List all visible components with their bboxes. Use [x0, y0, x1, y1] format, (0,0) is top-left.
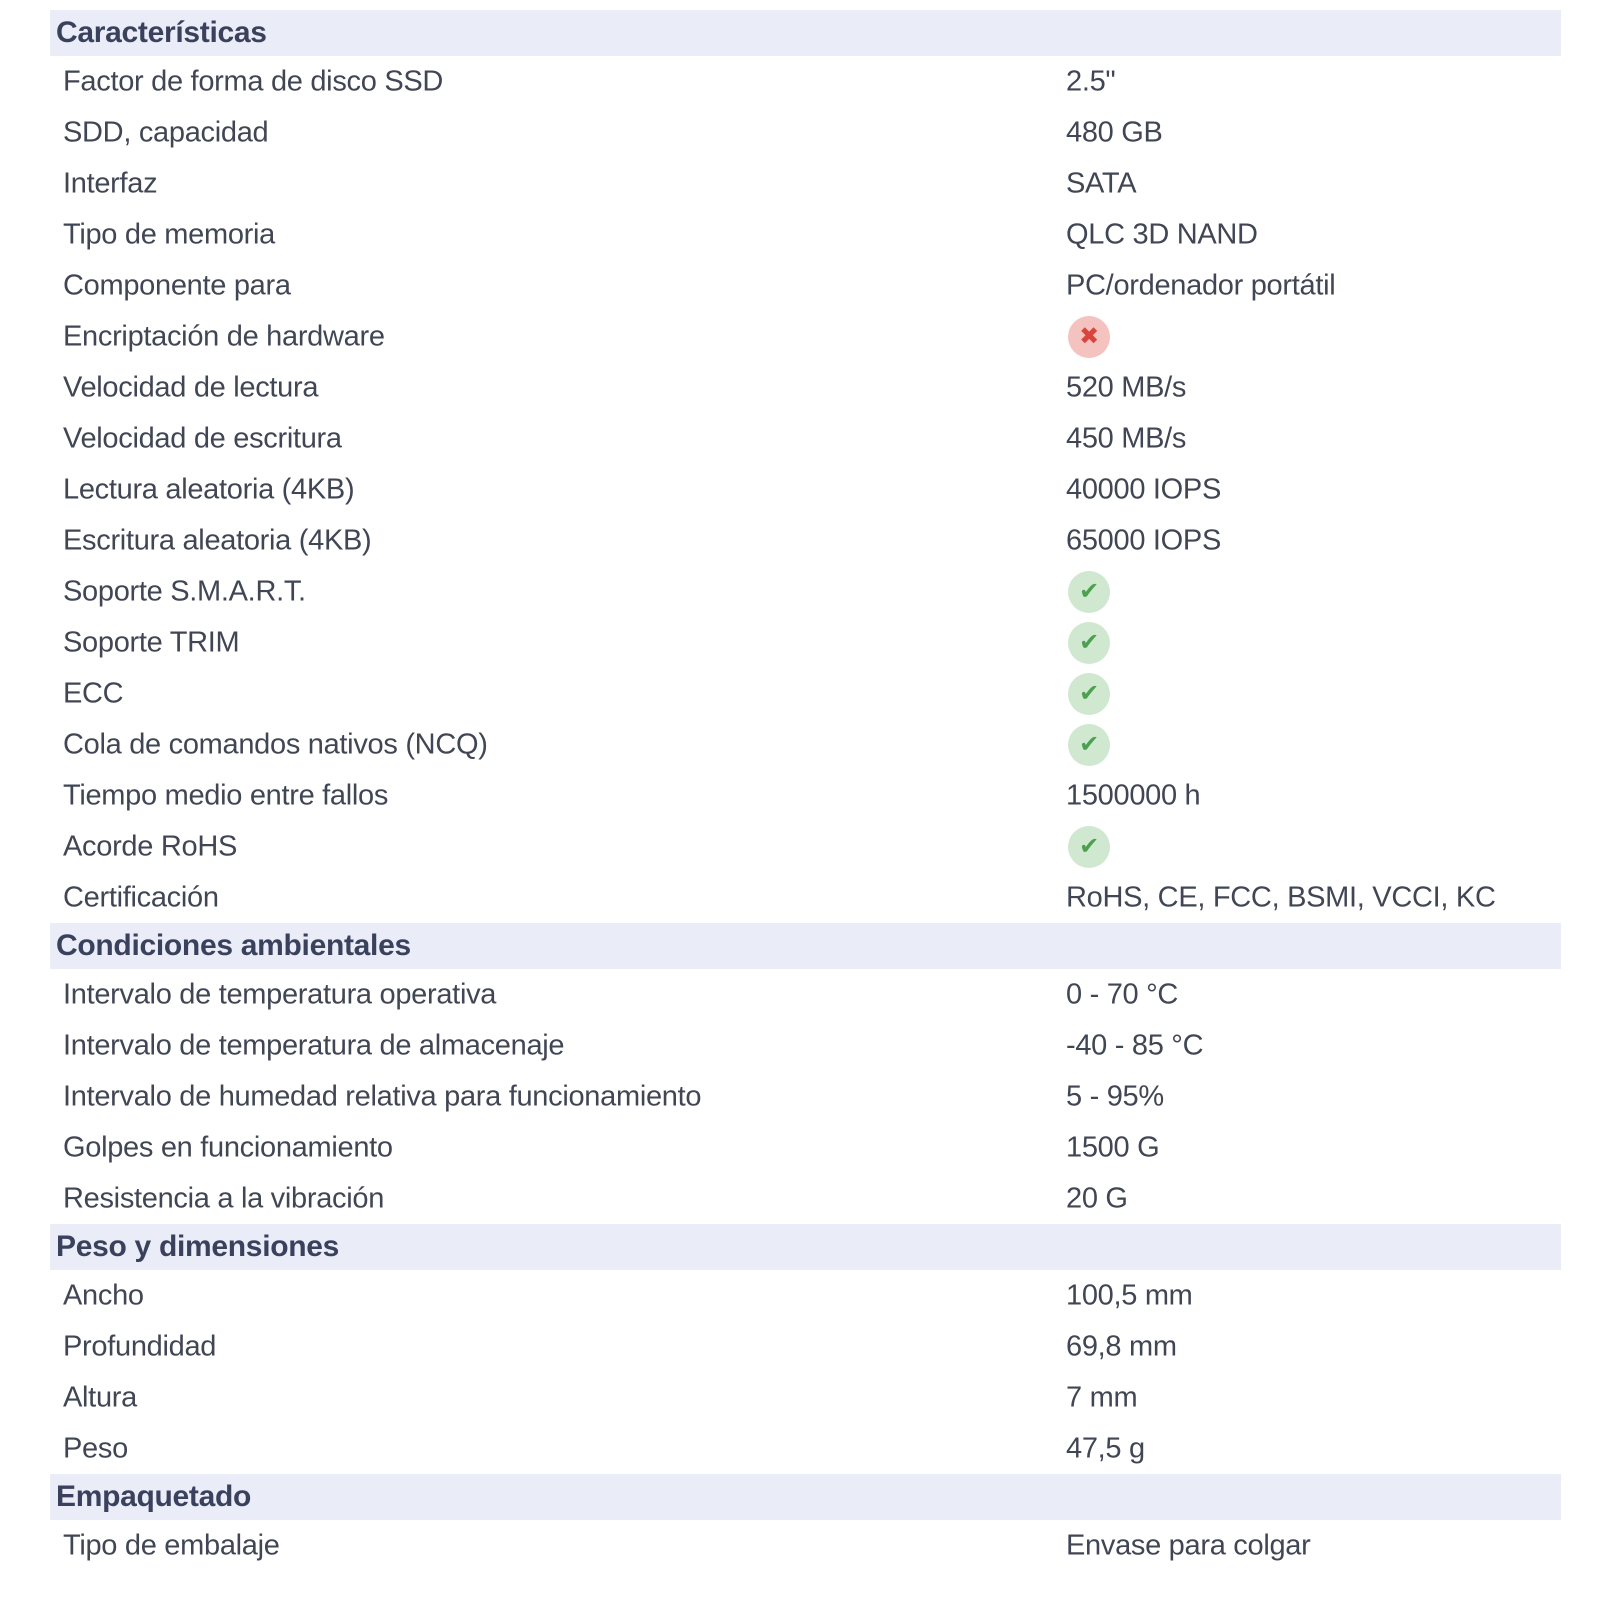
row-value: 69,8 mm — [1066, 1330, 1177, 1362]
row-label: Encriptación de hardware — [63, 320, 385, 352]
row-label: Velocidad de escritura — [63, 422, 342, 454]
row-label: Velocidad de lectura — [63, 371, 319, 403]
table-row — [50, 617, 1561, 668]
row-value: 40000 IOPS — [1066, 473, 1221, 505]
row-value — [1066, 724, 1110, 766]
row-value: 65000 IOPS — [1066, 524, 1221, 556]
row-value — [1066, 571, 1110, 613]
row-value: 0 - 70 °C — [1066, 978, 1179, 1010]
row-label: Altura — [63, 1381, 137, 1413]
row-label: Intervalo de temperatura de almacenaje — [63, 1029, 565, 1061]
row-value: 1500000 h — [1066, 779, 1201, 811]
row-label: Componente para — [63, 269, 291, 301]
table-row — [50, 719, 1561, 770]
table-row — [50, 1071, 1561, 1122]
table-row — [50, 1270, 1561, 1321]
row-label: Intervalo de temperatura operativa — [63, 978, 497, 1010]
table-row — [50, 56, 1561, 107]
table-row — [50, 464, 1561, 515]
table-row — [50, 209, 1561, 260]
row-value: SATA — [1066, 167, 1137, 199]
table-row — [50, 1520, 1561, 1571]
row-value: 7 mm — [1066, 1381, 1138, 1413]
section-header: Condiciones ambientales — [50, 923, 1561, 969]
table-row — [50, 1321, 1561, 1372]
row-value: 2.5" — [1066, 65, 1116, 97]
table-row — [50, 515, 1561, 566]
check-icon: ✔ — [1068, 724, 1110, 766]
row-value: 450 MB/s — [1066, 422, 1187, 454]
table-row — [50, 821, 1561, 872]
row-label: Soporte S.M.A.R.T. — [63, 575, 306, 607]
row-value — [1066, 316, 1110, 358]
row-label: Tiempo medio entre fallos — [63, 779, 389, 811]
table-row — [50, 969, 1561, 1020]
table-row — [50, 872, 1561, 923]
row-value — [1066, 826, 1110, 868]
row-label: Golpes en funcionamiento — [63, 1131, 393, 1163]
row-label: Resistencia a la vibración — [63, 1182, 385, 1214]
table-row — [50, 158, 1561, 209]
table-row — [50, 413, 1561, 464]
cross-icon: ✖ — [1068, 316, 1110, 358]
row-value: 480 GB — [1066, 116, 1163, 148]
table-row — [50, 668, 1561, 719]
row-value: 20 G — [1066, 1182, 1128, 1214]
row-value: QLC 3D NAND — [1066, 218, 1258, 250]
row-value: RoHS, CE, FCC, BSMI, VCCI, KC — [1066, 881, 1496, 913]
row-label: Cola de comandos nativos (NCQ) — [63, 728, 488, 760]
table-row — [50, 770, 1561, 821]
row-value: -40 - 85 °C — [1066, 1029, 1204, 1061]
section-header: Peso y dimensiones — [50, 1224, 1561, 1270]
row-value: 100,5 mm — [1066, 1279, 1193, 1311]
table-row — [50, 1173, 1561, 1224]
row-value: 47,5 g — [1066, 1432, 1145, 1464]
row-label: SDD, capacidad — [63, 116, 269, 148]
row-value: 5 - 95% — [1066, 1080, 1164, 1112]
check-icon: ✔ — [1068, 673, 1110, 715]
check-icon: ✔ — [1068, 571, 1110, 613]
table-row — [50, 1372, 1561, 1423]
row-label: Intervalo de humedad relativa para funcionamiento — [63, 1080, 702, 1112]
row-label: Tipo de memoria — [63, 218, 276, 250]
row-label: Factor de forma de disco SSD — [63, 65, 444, 97]
row-label: Acorde RoHS — [63, 830, 237, 862]
row-label: ECC — [63, 677, 124, 709]
row-label: Escritura aleatoria (4KB) — [63, 524, 372, 556]
check-icon: ✔ — [1068, 826, 1110, 868]
table-row — [50, 1423, 1561, 1474]
row-value: 520 MB/s — [1066, 371, 1187, 403]
table-row — [50, 107, 1561, 158]
row-value — [1066, 673, 1110, 715]
table-row — [50, 260, 1561, 311]
row-label: Profundidad — [63, 1330, 217, 1362]
table-row — [50, 1020, 1561, 1071]
row-label: Peso — [63, 1432, 128, 1464]
row-label: Tipo de embalaje — [63, 1529, 280, 1561]
section-header: Empaquetado — [50, 1474, 1561, 1520]
row-label: Soporte TRIM — [63, 626, 240, 658]
row-label: Interfaz — [63, 167, 158, 199]
table-row — [50, 311, 1561, 362]
row-label: Certificación — [63, 881, 219, 913]
table-row — [50, 1122, 1561, 1173]
row-value: 1500 G — [1066, 1131, 1160, 1163]
check-icon: ✔ — [1068, 622, 1110, 664]
table-row — [50, 566, 1561, 617]
row-value — [1066, 622, 1110, 664]
spec-table — [50, 10, 1561, 1571]
row-value: Envase para colgar — [1066, 1529, 1311, 1561]
row-label: Lectura aleatoria (4KB) — [63, 473, 355, 505]
row-value: PC/ordenador portátil — [1066, 269, 1336, 301]
table-row — [50, 362, 1561, 413]
row-label: Ancho — [63, 1279, 144, 1311]
section-header: Características — [50, 10, 1561, 56]
